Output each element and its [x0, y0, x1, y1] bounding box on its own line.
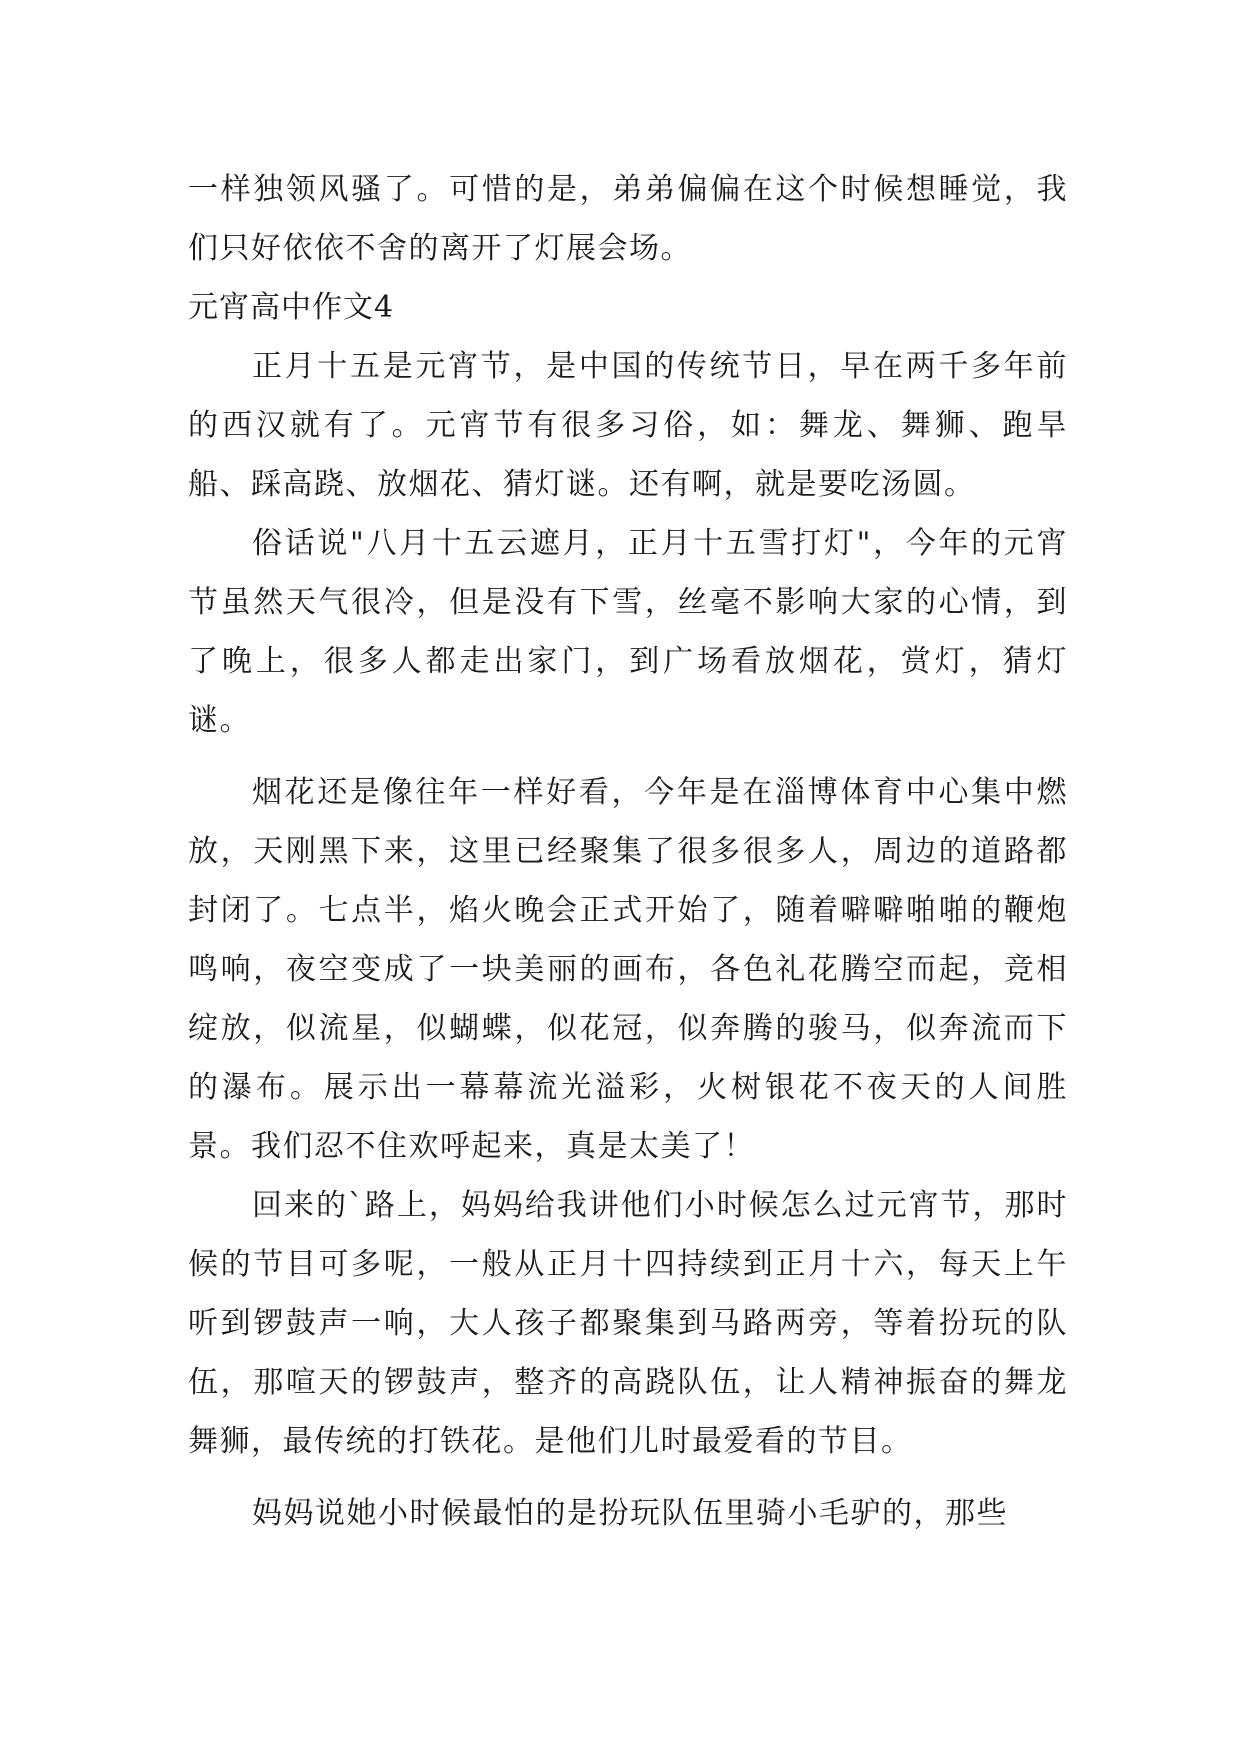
paragraph-intro: 正月十五是元宵节，是中国的传统节日，早在两千多年前的西汉就有了。元宵节有很多习俗，如：舞龙、舞狮、跑旱船、踩高跷、放烟花、猜灯谜。还有啊，就是要吃汤圆。 [188, 349, 1068, 502]
paragraph-fireworks: 烟花还是像往年一样好看，今年是在淄博体育中心集中燃放，天刚黑下来，这里已经聚集了很多很多人，周边的道路都封闭了。七点半，焰火晚会正式开始了，随着噼噼啪啪的鞭炮鸣响，夜空变成了一块美丽的画布，各色礼花腾空而起，竞相绽放，似流星，似蝴蝶，似花冠，似奔腾的骏马，似奔流而下的瀑布。展示出一幕幕流光溢彩，火树银花不夜天的人间胜景。我们忍不住欢呼起来，真是太美了！ [188, 775, 1068, 1164]
paragraph-saying: 俗话说"八月十五云遮月，正月十五雪打灯"，今年的元宵节虽然天气很冷，但是没有下雪，丝毫不影响大家的心情，到了晚上，很多人都走出家门，到广场看放烟花，赏灯，猜灯谜。 [188, 526, 1068, 738]
paragraph-memories: 回来的`路上，妈妈给我讲他们小时候怎么过元宵节，那时候的节目可多呢，一般从正月十四持续到正月十六，每天上午听到锣鼓声一响，大人孩子都聚集到马路两旁，等着扮玩的队伍，那喧天的锣鼓声，整齐的高跷队伍，让人精神振奋的舞龙舞狮，最传统的打铁花。是他们儿时最爱看的节目。 [188, 1188, 1068, 1459]
paragraph-continued: 一样独领风骚了。可惜的是，弟弟偏偏在这个时候想睡觉，我们只好依依不舍的离开了灯展会场。 [188, 172, 1068, 266]
section-heading: 元宵高中作文4 [188, 290, 395, 325]
paragraph-donkey: 妈妈说她小时候最怕的是扮玩队伍里骑小毛驴的，那些 [252, 1496, 1008, 1531]
article-body [188, 160, 1068, 1543]
